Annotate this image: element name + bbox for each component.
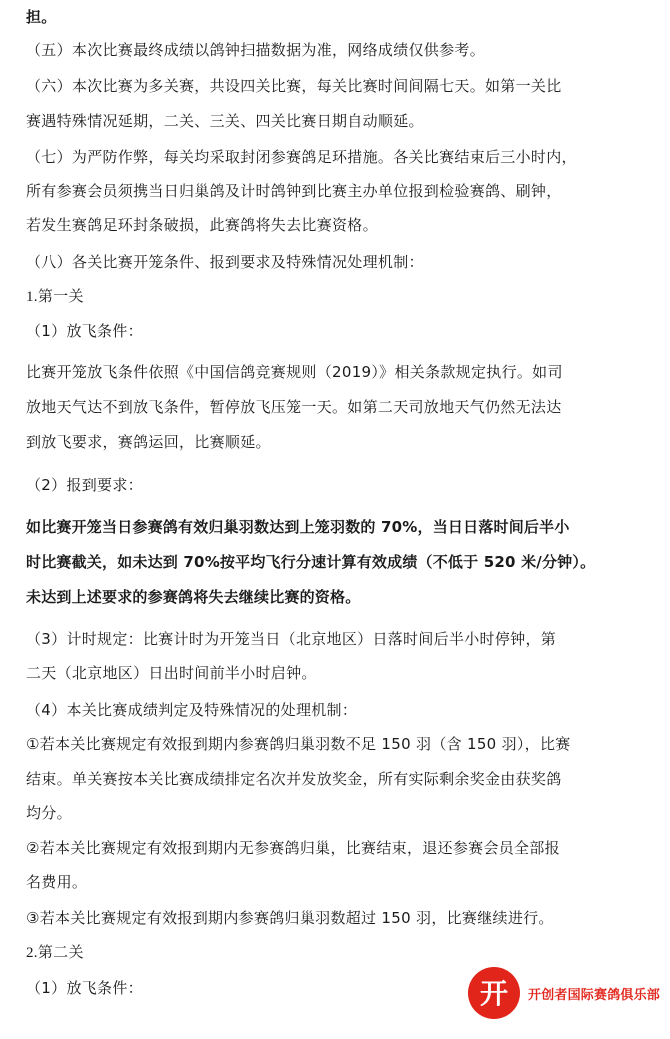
bold-text-line: 如比赛开笼当日参赛鸽有效归巢羽数达到上笼羽数的 70%，当日日落时间后半小: [26, 518, 570, 536]
stage-heading: 2.第二关: [26, 945, 84, 961]
text-line: （五）本次比赛最终成绩以鸽钟扫描数据为准，网络成绩仅供参考。: [26, 41, 486, 59]
text-line: ③若本关比赛规定有效报到期内参赛鸽归巢羽数超过 150 羽，比赛继续进行。: [26, 909, 554, 927]
text-line: 担。: [26, 8, 57, 26]
text-line: 放地天气达不到放飞条件，暂停放飞压笼一天。如第二天司放地天气仍然无法达: [26, 398, 562, 416]
section-heading: （八）各关比赛开笼条件、报到要求及特殊情况处理机制：: [26, 253, 424, 271]
subsection-heading: （4）本关比赛成绩判定及特殊情况的处理机制：: [26, 701, 358, 719]
subsection-heading: （1）放飞条件：: [26, 979, 143, 997]
text-line: 二天（北京地区）日出时间前半小时启钟。: [26, 664, 317, 682]
text-line: 名费用。: [26, 873, 88, 891]
text-line: （六）本次比赛为多关赛，共设四关比赛，每关比赛时间间隔七天。如第一关比: [26, 77, 562, 95]
text-line: 若发生赛鸽足环封条破损，此赛鸽将失去比赛资格。: [26, 216, 378, 234]
seal-icon: [466, 964, 522, 1022]
svg-text:开: 开: [479, 977, 509, 1010]
text-line: 比赛开笼放飞条件依照《中国信鸽竞赛规则（2019）》相关条款规定执行。如司: [26, 363, 563, 381]
text-line: （七）为严防作弊，每关均采取封闭参赛鸽足环措施。各关比赛结束后三小时内，: [26, 148, 577, 166]
stage-heading: 1.第一关: [26, 289, 84, 305]
club-logo: [466, 964, 662, 1022]
bold-text-line: 时比赛截关，如未达到 70%按平均飞行分速计算有效成绩（不低于 520 米/分钟）。: [26, 553, 596, 571]
text-line: ①若本关比赛规定有效报到期内参赛鸽归巢羽数不足 150 羽（含 150 羽），比赛: [26, 735, 571, 753]
subsection-heading: （1）放飞条件：: [26, 322, 143, 340]
subsection-heading: （2）报到要求：: [26, 476, 143, 494]
text-line: ②若本关比赛规定有效报到期内无参赛鸽归巢，比赛结束，退还参赛会员全部报: [26, 839, 560, 857]
text-line: 所有参赛会员须携当日归巢鸽及计时鸽钟到比赛主办单位报到检验赛鸽、刷钟，: [26, 182, 562, 200]
bold-text-line: 未达到上述要求的参赛鸽将失去继续比赛的资格。: [26, 588, 361, 606]
club-name: 开创者国际赛鸽俱乐部: [528, 988, 661, 1003]
text-line: 结束。单关赛按本关比赛成绩排定名次并发放奖金，所有实际剩余奖金由获奖鸽: [26, 770, 562, 788]
text-line: （3）计时规定：比赛计时为开笼当日（北京地区）日落时间后半小时停钟，第: [26, 630, 557, 648]
text-line: 赛遇特殊情况延期，二关、三关、四关比赛日期自动顺延。: [26, 112, 424, 130]
text-line: 均分。: [26, 804, 72, 822]
text-line: 到放飞要求，赛鸽运回，比赛顺延。: [26, 433, 271, 451]
